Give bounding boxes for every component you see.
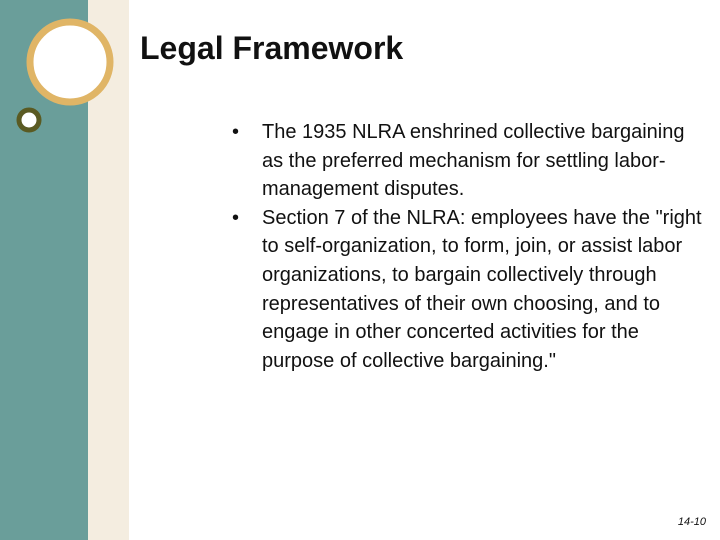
- bullet-list: [232, 118, 702, 375]
- bullet-text: Section 7 of the NLRA: employees have the "right to self-organization, to form, join, or assist labor organizations, to bargain collectively through representatives of their own choosing, and to engage in other concerted activities for the purpose of collective bargaining.": [262, 206, 702, 372]
- bullet-item: [232, 204, 702, 376]
- bullet-marker: •: [232, 121, 240, 143]
- olive-dot-icon: [19, 110, 39, 130]
- bullet-item: [232, 118, 702, 204]
- page-number: 14-10: [677, 516, 706, 528]
- bullet-text: The 1935 NLRA enshrined collective bargaining as the preferred mechanism for settling labor-management disputes.: [262, 121, 685, 201]
- decorative-circles: [0, 0, 140, 160]
- slide-title: Legal Framework: [140, 30, 404, 66]
- bullet-marker: •: [232, 206, 240, 229]
- gold-ring-icon: [30, 22, 110, 102]
